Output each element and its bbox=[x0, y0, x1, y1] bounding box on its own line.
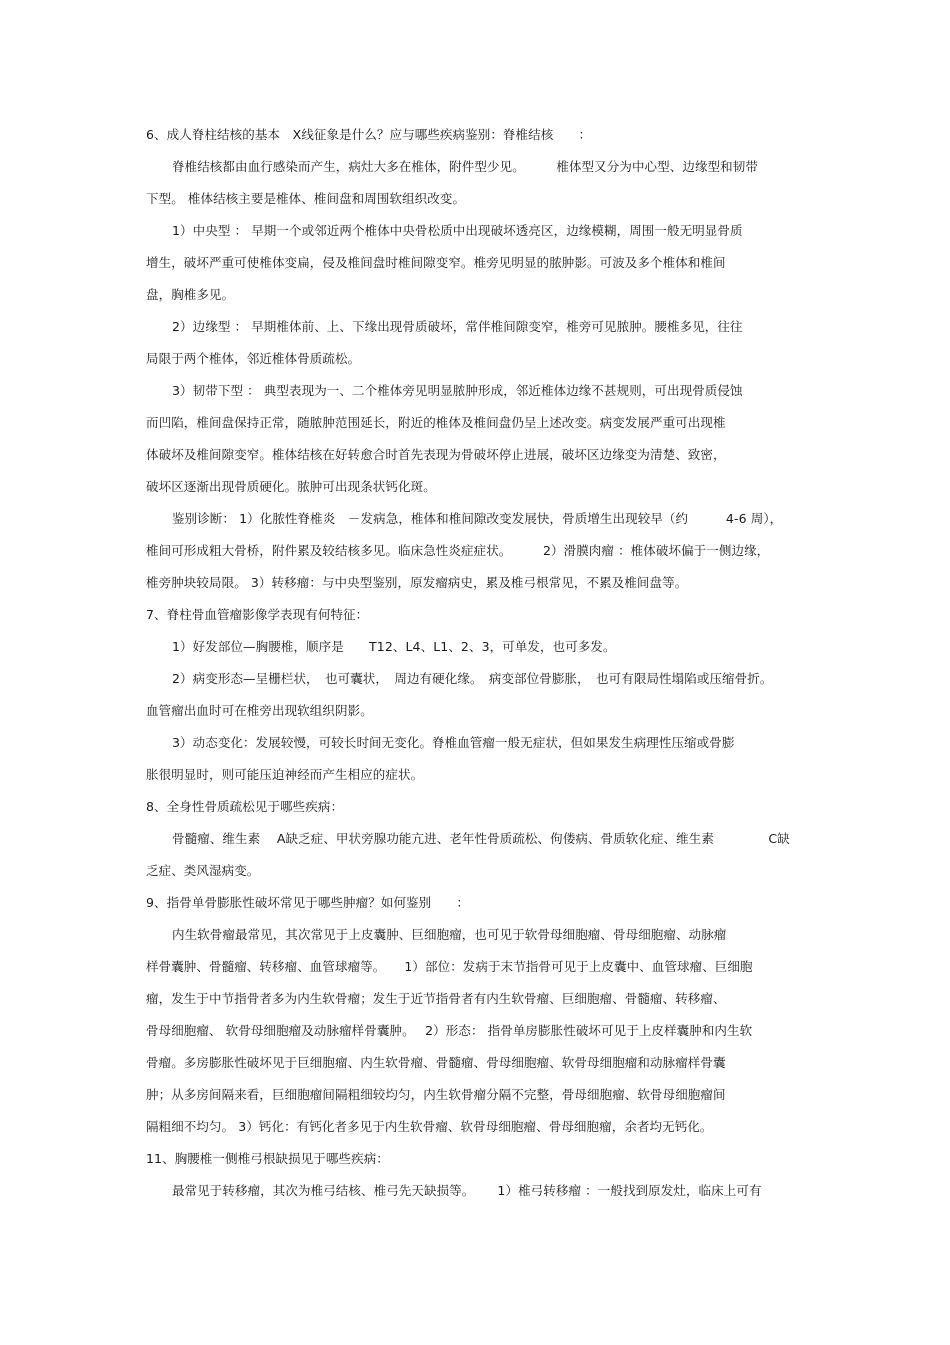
heading-q9: 9、指骨单骨膨胀性破坏常见于哪些肿瘤？如何鉴别 ： bbox=[146, 895, 470, 910]
text-line: 盘，胸椎多见。 bbox=[146, 287, 235, 302]
text-line: 而凹陷，椎间盘保持正常，随脓肿范围延长，附近的椎体及椎间盘仍呈上述改变。病变发展严重可出现椎 bbox=[146, 415, 726, 430]
heading-q11: 11、胸腰椎一侧椎弓根缺损见于哪些疾病： bbox=[146, 1151, 389, 1166]
text-line: 2）边缘型 ： 早期椎体前、上、下缘出现骨质破坏，常伴椎间隙变窄，椎旁可见脓肿。腰椎多见，往往 bbox=[172, 319, 743, 334]
text-line: 肿；从多房间隔来看，巨细胞瘤间隔粗细较均匀，内生软骨瘤分隔不完整，骨母细胞瘤、软骨母细胞瘤间 bbox=[146, 1087, 726, 1102]
text-line: 椎间可形成粗大骨桥，附件累及较结核多见。临床急性炎症症状。 2）滑膜肉瘤 ：椎体破坏偏于一侧边缘， bbox=[146, 543, 770, 558]
text-line: 隔粗细不均匀。 3）钙化：有钙化者多见于内生软骨瘤、软骨母细胞瘤、骨母细胞瘤，余者均无钙化。 bbox=[146, 1119, 713, 1134]
text-line: 3）韧带下型 ： 典型表现为一、二个椎体旁见明显脓肿形成，邻近椎体边缘不甚规则，可出现骨质侵蚀 bbox=[172, 383, 743, 398]
text-line: 乏症、类风湿病变。 bbox=[146, 863, 260, 878]
text-line: 内生软骨瘤最常见，其次常见于上皮囊肿、巨细胞瘤，也可见于软骨母细胞瘤、骨母细胞瘤、动脉瘤 bbox=[172, 927, 727, 942]
heading-q8: 8、全身性骨质疏松见于哪些疾病： bbox=[146, 799, 344, 814]
text-line: 破坏区逐渐出现骨质硬化。脓肿可出现条状钙化斑。 bbox=[146, 479, 436, 494]
text-line: 体破坏及椎间隙变窄。椎体结核在好转愈合时首先表现为骨破坏停止进展，破坏区边缘变为清楚、致密， bbox=[146, 447, 726, 462]
text-line: 鉴别诊断： 1）化脓性脊椎炎 －发病急，椎体和椎间隙改变发展快，骨质增生出现较早（约 4-6 周）， bbox=[172, 511, 783, 526]
text-line: 最常见于转移瘤，其次为椎弓结核、椎弓先天缺损等。 1）椎弓转移瘤 ：一般找到原发灶，临床上可有 bbox=[172, 1183, 762, 1198]
text-line: 血管瘤出血时可在椎旁出现软组织阴影。 bbox=[146, 703, 373, 718]
text-line: 1）好发部位—胸腰椎，顺序是 T12、L4、L1、2、3，可单发，也可多发。 bbox=[172, 639, 616, 654]
text-line: 椎旁肿块较局限。 3）转移瘤：与中央型鉴别，原发瘤病史，累及椎弓根常见，不累及椎间盘等。 bbox=[146, 575, 688, 590]
text-line: 1）中央型 ： 早期一个或邻近两个椎体中央骨松质中出现破坏透亮区，边缘模糊，周围一般无明显骨质 bbox=[172, 223, 743, 238]
heading-q6: 6、成人脊柱结核的基本 X线征象是什么？应与哪些疾病鉴别：脊椎结核 ： bbox=[146, 127, 592, 142]
text-line: 骨髓瘤、维生素 A缺乏症、甲状旁腺功能亢进、老年性骨质疏松、佝偻病、骨质软化症、维生素 C缺 bbox=[172, 831, 790, 846]
text-line: 3）动态变化：发展较慢，可较长时间无变化。脊椎血管瘤一般无症状，但如果发生病理性压缩或骨膨 bbox=[172, 735, 735, 750]
text-line: 瘤，发生于中节指骨者多为内生软骨瘤；发生于近节指骨者有内生软骨瘤、巨细胞瘤、骨髓瘤、转移瘤、 bbox=[146, 991, 726, 1006]
text-line: 2）病变形态—呈栅栏状， 也可囊状， 周边有硬化缘。 病变部位骨膨胀， 也可有限局性塌陷或压缩骨折。 bbox=[172, 671, 773, 686]
text-line: 脊椎结核都由血行感染而产生，病灶大多在椎体，附件型少见。 椎体型又分为中心型、边缘型和韧带 bbox=[172, 159, 758, 174]
heading-q7: 7、脊柱骨血管瘤影像学表现有何特征： bbox=[146, 607, 369, 622]
text-line: 下型。 椎体结核主要是椎体、椎间盘和周围软组织改变。 bbox=[146, 191, 466, 206]
text-line: 胀很明显时，则可能压迫神经而产生相应的症状。 bbox=[146, 767, 424, 782]
text-line: 样骨囊肿、骨髓瘤、转移瘤、血管球瘤等。 1）部位：发病于末节指骨可见于上皮囊中、血管球瘤、巨细胞 bbox=[146, 959, 753, 974]
text-line: 增生，破坏严重可使椎体变扁，侵及椎间盘时椎间隙变窄。椎旁见明显的脓肿影。可波及多个椎体和椎间 bbox=[146, 255, 726, 270]
text-line: 局限于两个椎体，邻近椎体骨质疏松。 bbox=[146, 351, 361, 366]
text-line: 骨母细胞瘤、 软骨母细胞瘤及动脉瘤样骨囊肿。 2）形态： 指骨单房膨胀性破坏可见于上皮样囊肿和内生软 bbox=[146, 1023, 753, 1038]
text-line: 骨瘤。多房膨胀性破坏见于巨细胞瘤、内生软骨瘤、骨髓瘤、骨母细胞瘤、软骨母细胞瘤和动脉瘤样骨囊 bbox=[146, 1055, 726, 1070]
